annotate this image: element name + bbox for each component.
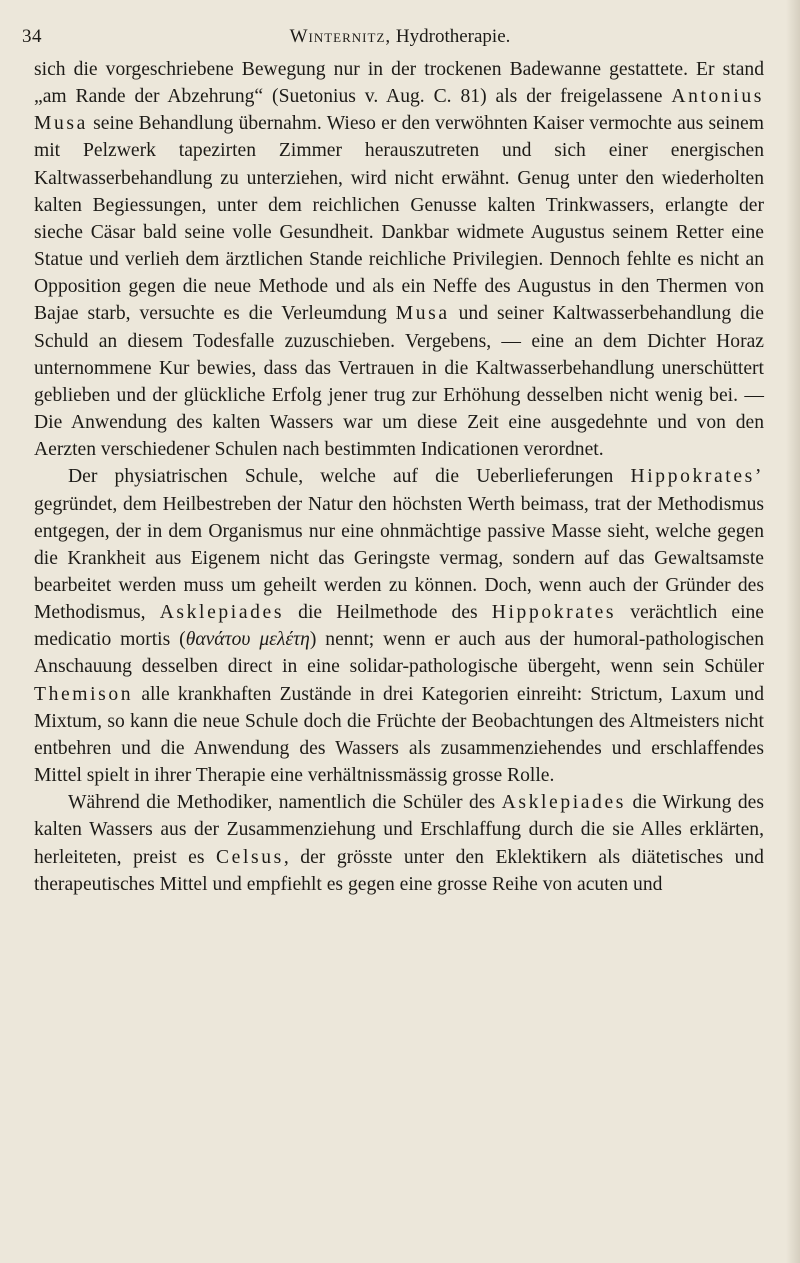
text-run: Während die Methodiker, namentlich die Schüler des — [68, 792, 502, 814]
emphasized-name: Asklepiades — [501, 792, 626, 814]
paragraph — [34, 789, 764, 898]
running-head-author: Winternitz, — [289, 26, 392, 47]
text-run: gegründet, dem Heilbestreben der Natur den höchsten Werth beimass, trat der Methodismus entgegen, der in dem Organismus nur eine ohnmächtige passive Masse sieht, welche gegen die Krankheit aus Eigenem nicht das Geringste vermag, sondern auf das Gewaltsamste bearbeitet werden muss um geheilt werden zu können. Doch, wenn auch der Gründer des Methodismus, — [34, 493, 764, 624]
emphasized-name: Hippokrates — [491, 602, 617, 624]
emphasized-name: Antonius Musa — [34, 86, 764, 135]
text-run: ) nennt; wenn er auch aus der humoral-pathologischen Anschauung desselben direct in eine solidar-pathologische übergeht, wenn sein Schüler — [34, 629, 765, 678]
text-run: seine Behandlung übernahm. Wieso er den verwöhnten Kaiser vermochte aus seinem mit Pelzwerk tapezirten Zimmer herauszutreten und sich einer energischen Kaltwasserbehandlung zu unterziehen, wird nicht erwähnt. Genug unter den wiederholten kalten Begiessungen, unter dem reichlichen Genusse kalten Trinkwassers, erlangte der sieche Cäsar bald seine volle Gesundheit. Dankbar widmete Augustus seinem Retter eine Statue und verlieh dem ärztlichen Stande reichliche Privilegien. Dennoch fehlte es nicht an Opposition gegen die neue Methode und als ein Neffe des Augustus in den Thermen von Bajae starb, versuchte es die Verleumdung — [34, 113, 764, 325]
page-edge-shadow — [786, 0, 800, 1263]
text-run: Der physiatrischen Schule, welche auf die Ueberlieferungen — [68, 466, 631, 488]
emphasized-name: Musa — [395, 303, 450, 325]
emphasized-name: Themison — [34, 683, 134, 705]
text-run: , der grösste unter den Eklektikern als diätetisches und therapeutisches Mittel und empfiehlt es gegen eine grosse Reihe von acuten und — [34, 846, 764, 895]
text-run: die Heilmethode des — [284, 602, 492, 624]
body-text — [34, 56, 764, 898]
emphasized-name: Asklepiades — [159, 602, 285, 624]
emphasized-name: Celsus — [216, 846, 284, 868]
running-head — [0, 26, 800, 48]
paragraph — [34, 463, 764, 789]
page-header — [0, 24, 800, 48]
paragraph — [34, 56, 764, 463]
text-run: sich die vorgeschriebene Bewegung nur in der trockenen Badewanne gestattete. Er stand „am Rande der Abzehrung“ (Suetonius v. Aug. C. 81) als der freigelassene — [34, 59, 764, 108]
page-number: 34 — [22, 26, 42, 47]
emphasized-name: Hippokrates’ — [630, 466, 764, 488]
running-head-title: Hydrotherapie. — [391, 26, 511, 47]
text-run: alle krankhaften Zustände in drei Kategorien einreiht: Strictum, Laxum und Mixtum, so kann die neue Schule doch die Früchte der Beobachtungen des Altmeisters nicht entbehren und die Anwendung des Wassers als zusammenziehendes und erschlaffendes Mittel spielt in ihrer Therapie eine verhältnissmässig grosse Rolle. — [34, 683, 764, 787]
greek-phrase: θανάτου μελέτη — [185, 629, 310, 651]
text-run: verächtlich eine medicatio mortis ( — [34, 602, 764, 651]
text-run: die Wirkung des kalten Wassers aus der Zusammenziehung und Erschlaffung durch die sie Alles erklärten, herleiteten, preist es — [34, 792, 764, 868]
text-run: und seiner Kaltwasserbehandlung die Schuld an diesem Todesfalle zuzuschieben. Vergebens, — eine an dem Dichter Horaz unternommene Kur bewies, dass das Vertrauen in die Kaltwasserbehandlung unerschüttert geblieben und der glückliche Erfolg jener trug zur Erhöhung desselben nicht wenig bei. — Die Anwendung des kalten Wassers war um diese Zeit eine ausgedehnte und von den Aerzten verschiedener Schulen nach bestimmten Indicationen verordnet. — [34, 303, 764, 461]
